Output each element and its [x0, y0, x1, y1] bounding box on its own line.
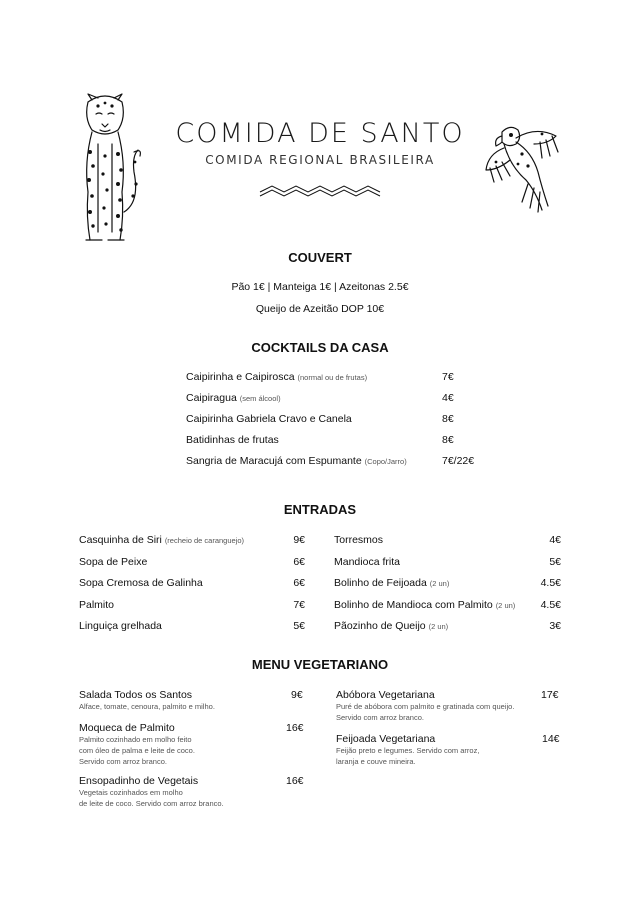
zigzag-ornament [258, 182, 382, 200]
item-price: 14€ [542, 733, 560, 745]
entrada-item [334, 556, 561, 578]
entrada-item [79, 599, 305, 621]
item-name: Linguiça grelhada [79, 620, 162, 632]
entrada-item [79, 534, 305, 556]
item-price: 16€ [286, 775, 304, 787]
item-price: 8€ [442, 434, 454, 446]
item-desc-line: Alface, tomate, cenoura, palmito e milho. [79, 702, 215, 711]
cocktails-list [186, 371, 478, 476]
item-price: 16€ [286, 722, 304, 734]
veg-item [79, 722, 279, 767]
item-price: 4.5€ [540, 577, 561, 589]
cocktail-item [186, 413, 478, 434]
item-name: Sopa de Peixe [79, 555, 148, 568]
item-name: Abóbora Vegetariana [336, 689, 435, 701]
item-price: 9€ [293, 534, 305, 546]
entrada-item [79, 577, 305, 599]
item-price: 4€ [549, 534, 561, 546]
cocktail-item [186, 455, 478, 476]
item-price: 4.5€ [540, 598, 561, 611]
item-name: Pãozinho de Queijo [334, 620, 426, 632]
cocktails-heading: COCKTAILS DA CASA [251, 340, 389, 355]
restaurant-subtitle: COMIDA REGIONAL BRASILEIRA [205, 153, 435, 167]
entradas-right-column [334, 534, 561, 642]
item-name: Caipirinha Gabriela Cravo e Canela [186, 413, 352, 425]
item-desc-line: Vegetais cozinhados em molho [79, 788, 183, 797]
entrada-item [79, 620, 305, 642]
item-name: Salada Todos os Santos [79, 689, 193, 701]
item-name: Bolinho de Feijoada [334, 577, 427, 589]
item-desc-line: laranja e couve mineira. [336, 757, 416, 766]
couvert-line-1: Pão 1€ | Manteiga 1€ | Azeitonas 2.5€ [231, 281, 409, 293]
item-note: (Copo/Jarro) [364, 457, 407, 466]
item-name: Sangria de Maracujá com Espumante [186, 455, 362, 467]
item-name: Ensopadinho de Vegetais [79, 775, 199, 787]
cocktail-item [186, 434, 478, 455]
entrada-item [334, 577, 561, 599]
item-price: 3€ [549, 620, 561, 632]
veg-item [336, 733, 536, 767]
entrada-item [334, 599, 561, 621]
veg-item [79, 689, 279, 712]
item-price: 8€ [442, 413, 454, 425]
entradas-left-column [79, 534, 305, 642]
item-price: 5€ [549, 555, 561, 568]
item-name: Casquinha de Siri [79, 534, 162, 546]
item-desc-line: com óleo de palma e leite de coco. [79, 746, 195, 755]
cocktail-item [186, 371, 478, 392]
item-name: Sopa Cremosa de Galinha [79, 577, 203, 589]
item-price: 4€ [442, 392, 454, 404]
veg-item [79, 775, 279, 809]
item-name: Torresmos [334, 534, 384, 546]
item-note: (2 un) [495, 600, 516, 610]
vegetariano-heading: MENU VEGETARIANO [251, 657, 389, 672]
item-desc-line: Feijão preto e legumes. Servido com arroz, [336, 746, 480, 755]
item-note: (2 un) [429, 579, 450, 588]
item-name: Caipirinha e Caipirosca [186, 371, 295, 383]
item-name: Bolinho de Mandioca com Palmito [334, 598, 493, 611]
item-note: (2 un) [428, 622, 449, 631]
entrada-item [79, 556, 305, 578]
item-price: 17€ [541, 689, 559, 701]
item-desc-line: Servido com arroz branco. [79, 757, 167, 766]
item-price: 6€ [293, 577, 305, 589]
couvert-line-2: Queijo de Azeitão DOP 10€ [255, 303, 385, 315]
item-note: (recheio de caranguejo) [164, 536, 245, 545]
leopard-illustration [78, 92, 150, 246]
item-price: 7€ [293, 598, 305, 611]
item-note: (sem álcool) [239, 394, 281, 403]
item-price: 9€ [291, 689, 303, 701]
item-desc-line: Servido com arroz branco. [336, 713, 424, 722]
item-name: Caipiragua [186, 392, 237, 404]
entradas-heading: ENTRADAS [283, 502, 357, 517]
item-desc-line: Puré de abóbora com palmito e gratinada com queijo. [336, 702, 515, 711]
item-name: Feijoada Vegetariana [336, 733, 436, 745]
restaurant-title: COMIDA DE SANTO [175, 118, 465, 149]
item-name: Mandioca frita [334, 555, 400, 568]
couvert-heading: COUVERT [288, 250, 352, 265]
entrada-item [334, 534, 561, 556]
item-price: 7€/22€ [442, 455, 475, 467]
entrada-item [334, 620, 561, 642]
item-price: 7€ [442, 371, 454, 383]
veg-item [336, 689, 536, 723]
item-desc-line: Palmito cozinhado em molho feito [79, 735, 192, 744]
cocktail-item [186, 392, 478, 413]
item-desc-line: de leite de coco. Servido com arroz branco. [79, 799, 224, 808]
item-name: Batidinhas de frutas [186, 434, 279, 446]
item-name: Palmito [79, 598, 115, 611]
item-price: 6€ [293, 555, 305, 568]
item-note: (normal ou de frutas) [297, 373, 368, 382]
item-name: Moqueca de Palmito [79, 722, 175, 734]
item-price: 5€ [293, 620, 305, 632]
